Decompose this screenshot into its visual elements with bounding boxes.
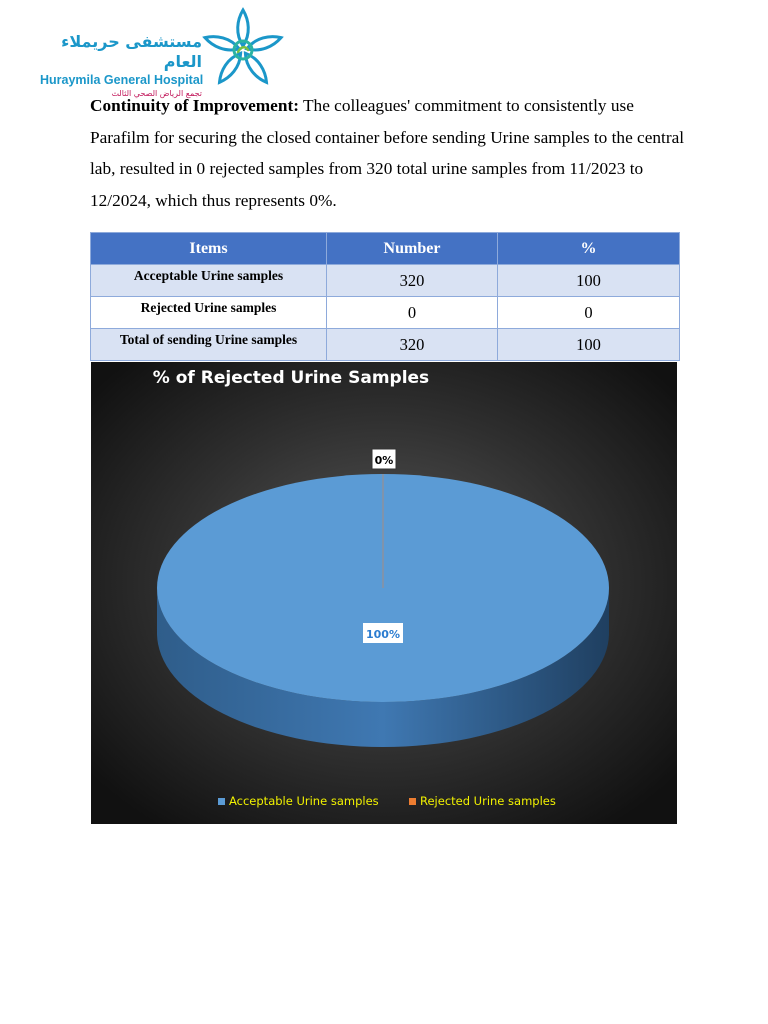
row-item: Acceptable Urine samples	[91, 265, 327, 297]
paragraph-body: The colleagues' commitment to consistently use Parafilm for securing the closed container before sending Urine samples to the central lab, resulted in 0 rejected samples from 320 total urine samples from 11/2023 to 12/2024, which thus represents 0%.	[90, 96, 685, 210]
row-percent: 100	[498, 329, 680, 361]
hospital-logo-block	[40, 6, 285, 98]
row-item: Total of sending Urine samples	[91, 329, 327, 361]
row-item: Rejected Urine samples	[91, 297, 327, 329]
row-number: 0	[327, 297, 498, 329]
header-number: Number	[327, 233, 498, 265]
chart-title: % of Rejected Urine Samples	[152, 368, 430, 388]
star-flower-logo-icon	[202, 6, 284, 90]
row-percent: 100	[498, 265, 680, 297]
hospital-name-english: Huraymila General Hospital	[40, 73, 204, 87]
table-row	[91, 297, 680, 329]
cluster-name-arabic: تجمع الرياض الصحي الثالث	[111, 89, 202, 98]
row-number: 320	[327, 265, 498, 297]
data-label: 0%	[374, 454, 394, 467]
table-header-row	[91, 233, 680, 265]
urine-samples-table	[90, 232, 680, 361]
legend-entry: Acceptable Urine samples	[229, 794, 379, 808]
pie-chart-svg	[91, 362, 677, 824]
legend-entry: Rejected Urine samples	[420, 794, 556, 808]
header-items: Items	[91, 233, 327, 265]
row-percent: 0	[498, 297, 680, 329]
continuity-paragraph	[90, 90, 690, 216]
hospital-name-arabic: مستشفى حريملاء العام	[61, 32, 202, 71]
row-number: 320	[327, 329, 498, 361]
data-label: 100%	[366, 628, 400, 641]
table-row	[91, 265, 680, 297]
legend-swatch	[218, 798, 225, 805]
pie-chart	[91, 362, 677, 824]
header-percent: %	[498, 233, 680, 265]
table-row	[91, 329, 680, 361]
legend-swatch	[409, 798, 416, 805]
paragraph-lead: Continuity of Improvement:	[90, 96, 299, 115]
